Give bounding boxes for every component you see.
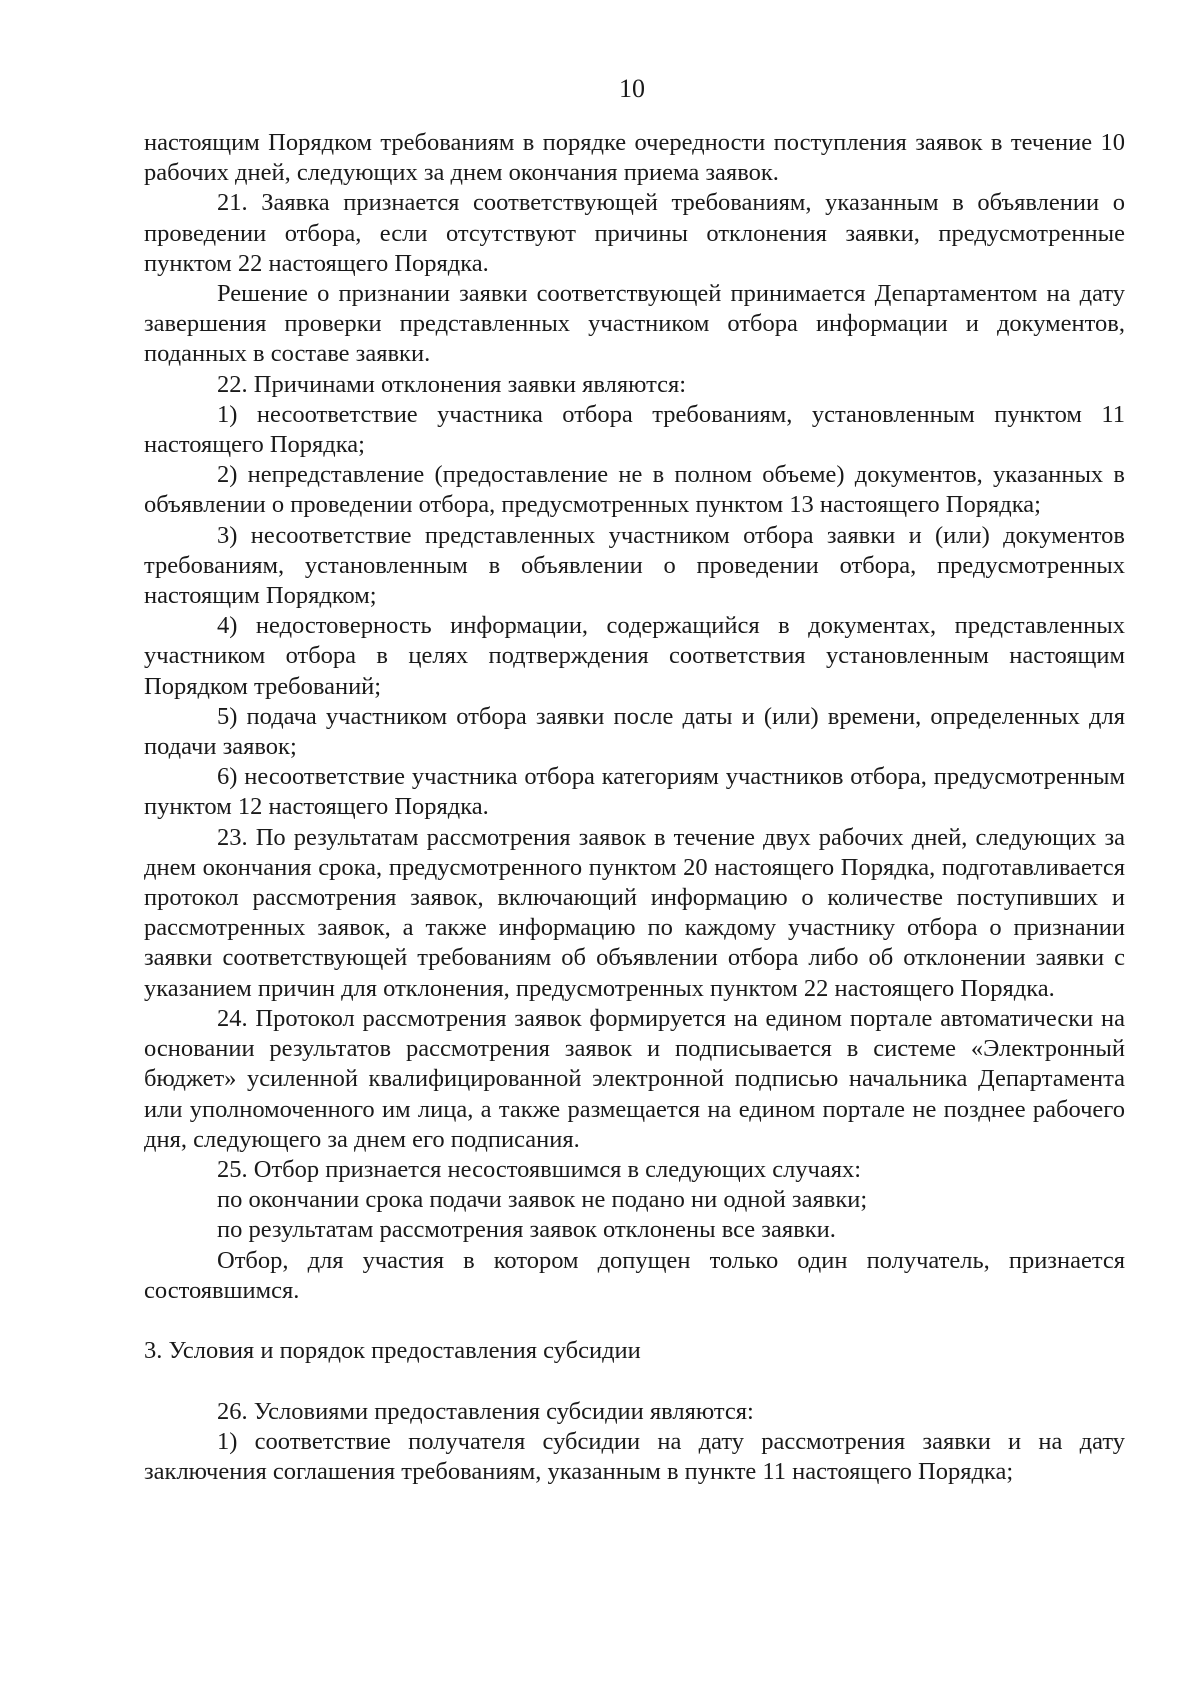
list-item: по окончании срока подачи заявок не подано ни одной заявки; bbox=[217, 1186, 868, 1214]
paragraph: Отбор, для участия в котором допущен только один получатель, признается состоявшимся. bbox=[144, 1246, 1125, 1304]
paragraph-item-22: 22. Причинами отклонения заявки являются: bbox=[217, 370, 687, 398]
paragraph-item-23: 23. По результатам рассмотрения заявок в течение двух рабочих дней, следующих за днем окончания срока, предусмотренного пунктом 20 настоящего Порядка, подготавливается протокол рассмотрения заявок, включающий информацию о количестве поступивших и рассмотренных заявок, а также информацию по каждому участнику отбора о признании заявки соответствующей требованиям об объявлении отбора либо об отклонении заявки с указанием причин для отклонения, предусмотренных пунктом 22 настоящего Порядка. bbox=[144, 823, 1125, 1002]
paragraph: настоящим Порядком требованиям в порядке очередности поступления заявок в течение 10 рабочих дней, следующих за днем окончания приема заявок. bbox=[144, 129, 1125, 187]
paragraph-item-25: 25. Отбор признается несостоявшимся в следующих случаях: bbox=[217, 1155, 862, 1183]
list-item: 4) недостоверность информации, содержащийся в документах, представленных участником отбора в целях подтверждения соответствия установленным настоящим Порядком требований; bbox=[144, 612, 1125, 700]
paragraph: Решение о признании заявки соответствующей принимается Департаментом на дату завершения проверки представленных участником отбора информации и документов, поданных в составе заявки. bbox=[144, 280, 1125, 368]
section-heading: 3. Условия и порядок предоставления субсидии bbox=[144, 1337, 641, 1365]
list-item: 6) несоответствие участника отбора категориям участников отбора, предусмотренным пунктом 12 настоящего Порядка. bbox=[144, 763, 1125, 821]
list-item: 2) непредставление (предоставление не в полном объеме) документов, указанных в объявлении о проведении отбора, предусмотренных пунктом 13 настоящего Порядка; bbox=[144, 461, 1125, 519]
paragraph-item-26: 26. Условиями предоставления субсидии являются: bbox=[217, 1397, 754, 1425]
paragraph-item-21: 21. Заявка признается соответствующей требованиям, указанным в объявлении о проведении отбора, если отсутствуют причины отклонения заявки, предусмотренные пунктом 22 настоящего Порядка. bbox=[144, 189, 1125, 277]
list-item: 3) несоответствие представленных участником отбора заявки и (или) документов требованиям, установленным в объявлении о проведении отбора, предусмотренных настоящим Порядком; bbox=[144, 521, 1125, 610]
list-item: 1) несоответствие участника отбора требованиям, установленным пунктом 11 настоящего Порядка; bbox=[144, 400, 1125, 459]
page-number: 10 bbox=[619, 74, 645, 103]
document-body bbox=[144, 128, 1125, 1487]
list-item: 1) соответствие получателя субсидии на дату рассмотрения заявки и на дату заключения соглашения требованиям, указанным в пункте 11 настоящего Порядка; bbox=[144, 1427, 1125, 1485]
paragraph-item-24: 24. Протокол рассмотрения заявок формируется на едином портале автоматически на основании результатов рассмотрения заявок и подписывается в системе «Электронный бюджет» усиленной квалифицированной электронной подписью начальника Департамента или уполномоченного им лица, а также размещается на едином портале не позднее рабочего дня, следующего за днем его подписания. bbox=[144, 1004, 1125, 1153]
list-item: по результатам рассмотрения заявок отклонены все заявки. bbox=[217, 1216, 836, 1244]
list-item: 5) подача участником отбора заявки после даты и (или) времени, определенных для подачи заявок; bbox=[144, 702, 1125, 761]
